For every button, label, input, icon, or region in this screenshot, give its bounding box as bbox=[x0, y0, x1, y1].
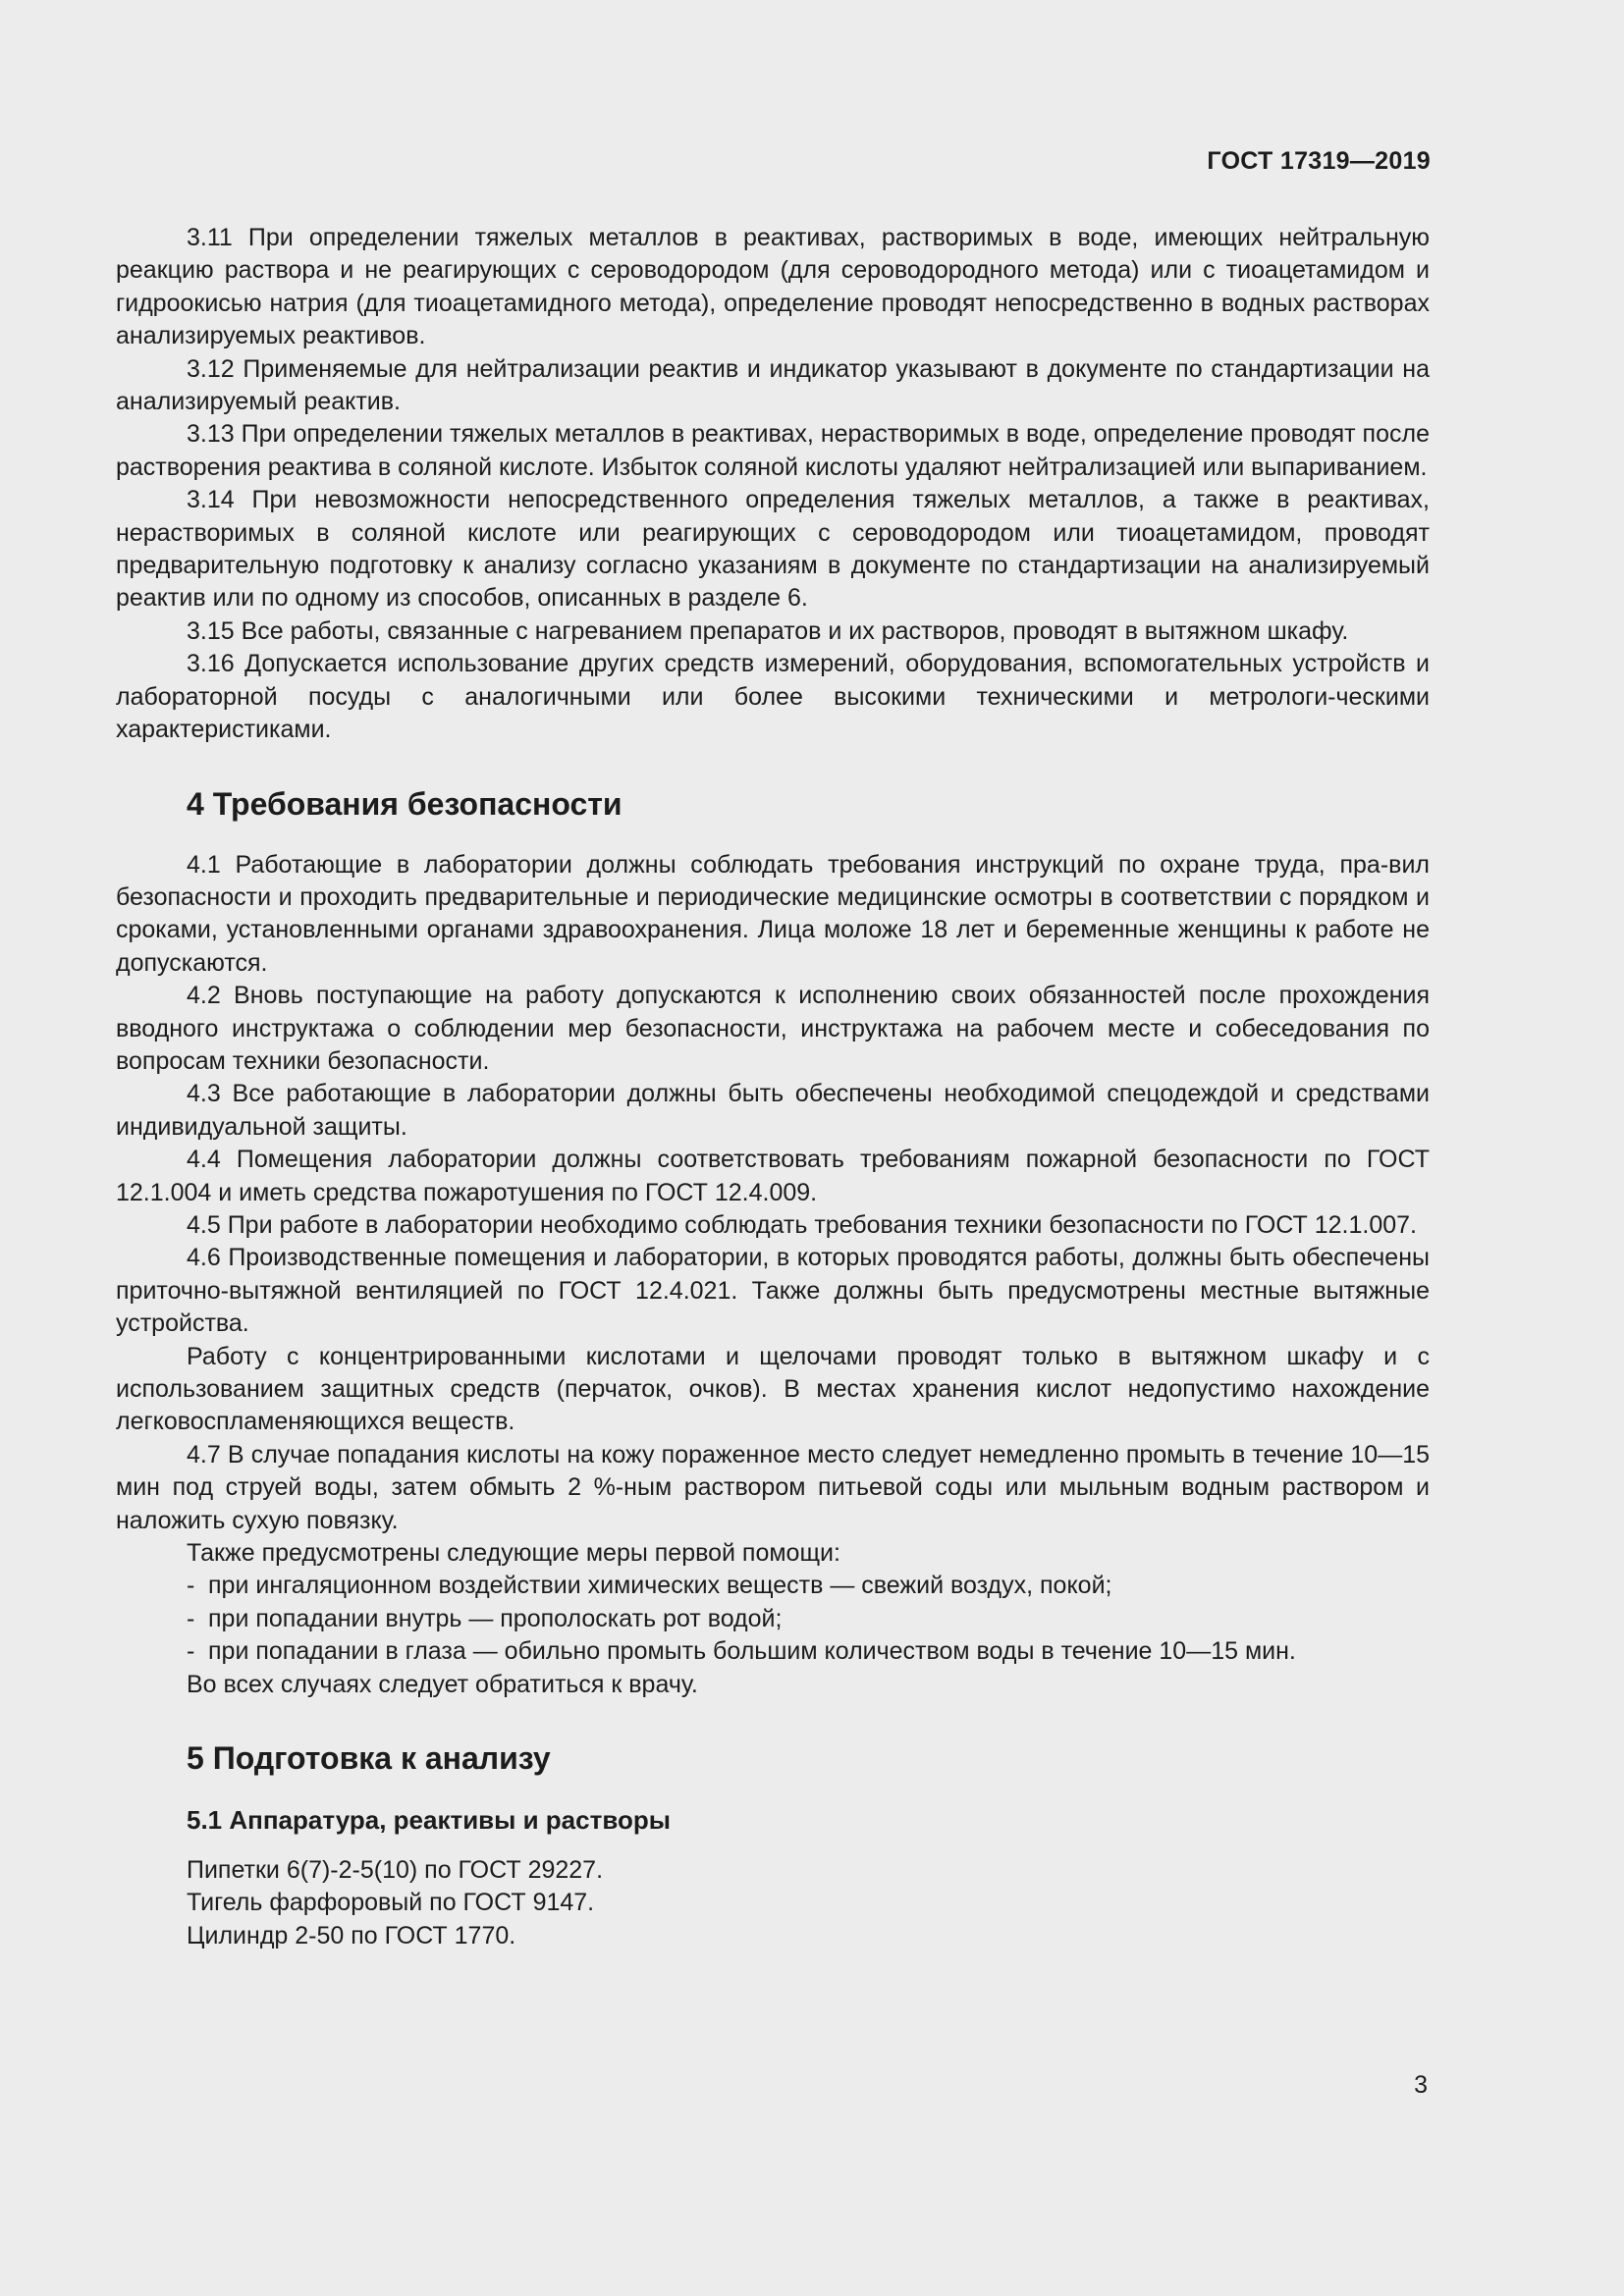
paragraph-3-16: 3.16 Допускается использование других средств измерений, оборудования, вспомогательных устройств и лабораторной посуды с аналогичными или более высокими техническими и метрологи-ческими характеристиками. bbox=[116, 650, 1430, 744]
paragraph-4-6: 4.6 Производственные помещения и лаборатории, в которых проводятся работы, должны быть обеспечены приточно-вытяжной вентиляцией по ГОСТ 12.4.021. Также должны быть предусмотрены местные вытяжные устройства. bbox=[116, 1244, 1430, 1338]
list-item: - при ингаляционном воздействии химических веществ — свежий воздух, покой; bbox=[187, 1572, 1112, 1600]
paragraph-3-14: 3.14 При невозможности непосредственного определения тяжелых металлов, а также в реактивах, нерастворимых в соляной кислоте или реагирующих с сероводородом или тиоацетамидом, проводят предварительную подготовку к анализу согласно указаниям в документе по стандартизации на анализируемый реактив или по одному из способов, описанных в разделе 6. bbox=[116, 486, 1430, 613]
subsection-5-1-heading: 5.1 Аппаратура, реактивы и растворы bbox=[187, 1805, 671, 1836]
paragraph-closing: Во всех случаях следует обратиться к врачу. bbox=[187, 1670, 698, 1698]
equipment-item: Тигель фарфоровый по ГОСТ 9147. bbox=[187, 1889, 595, 1917]
paragraph-3-15: 3.15 Все работы, связанные с нагреванием препаратов и их растворов, проводят в вытяжном шкафу. bbox=[187, 616, 1349, 645]
paragraph-4-1: 4.1 Работающие в лаборатории должны соблюдать требования инструкций по охране труда, пра-вил безопасности и проходить предварительные и периодические медицинские осмотры в соответствии с порядком и сроками, установленными органами здравоохранения. Лица моложе 18 лет и беременные женщины к работе не допускаются. bbox=[116, 850, 1430, 977]
paragraph-4-2: 4.2 Вновь поступающие на работу допускаются к исполнению своих обязанностей после прохождения вводного инструктажа о соблюдении мер безопасности, инструктажа на рабочем месте и собеседования по вопросам техники безопасности. bbox=[116, 982, 1430, 1075]
section-5-heading: 5 Подготовка к анализу bbox=[187, 1740, 551, 1777]
section-4-heading: 4 Требования безопасности bbox=[187, 785, 623, 822]
list-item: - при попадании в глаза — обильно промыть большим количеством воды в течение 10—15 мин. bbox=[187, 1637, 1296, 1666]
paragraph-4-6-acids: Работу с концентрированными кислотами и щелочами проводят только в вытяжном шкафу и с использованием защитных средств (перчаток, очков). В местах хранения кислот недопустимо нахождение легковоспламеняющихся веществ. bbox=[116, 1342, 1430, 1436]
paragraph-3-13: 3.13 При определении тяжелых металлов в реактивах, нерастворимых в воде, определение проводят после растворения реактива в соляной кислоте. Избыток соляной кислоты удаляют нейтрализацией или выпариванием. bbox=[116, 420, 1430, 481]
paragraph-4-4: 4.4 Помещения лаборатории должны соответствовать требованиям пожарной безопасности по ГОСТ 12.1.004 и иметь средства пожаротушения по ГОСТ 12.4.009. bbox=[116, 1146, 1430, 1206]
equipment-item: Пипетки 6(7)-2-5(10) по ГОСТ 29227. bbox=[187, 1856, 604, 1885]
page-number: 3 bbox=[1414, 2071, 1428, 2099]
document-body bbox=[116, 222, 1430, 1952]
paragraph-first-aid-intro: Также предусмотрены следующие меры первой помощи: bbox=[187, 1539, 840, 1568]
paragraph-4-5: 4.5 При работе в лаборатории необходимо соблюдать требования техники безопасности по ГОСТ 12.1.007. bbox=[187, 1210, 1417, 1239]
equipment-item: Цилиндр 2-50 по ГОСТ 1770. bbox=[187, 1921, 516, 1949]
paragraph-4-7: 4.7 В случае попадания кислоты на кожу пораженное место следует немедленно промыть в течение 10—15 мин под струей воды, затем обмыть 2 %-ным раствором питьевой соды или мыльным водным раствором и наложить сухую повязку. bbox=[116, 1440, 1430, 1534]
paragraph-4-3: 4.3 Все работающие в лаборатории должны быть обеспечены необходимой спецодеждой и средствами индивидуальной защиты. bbox=[116, 1080, 1430, 1141]
first-aid-list bbox=[116, 1570, 1430, 1668]
document-code-header: ГОСТ 17319—2019 bbox=[1207, 147, 1431, 175]
paragraph-3-11: 3.11 При определении тяжелых металлов в реактивах, растворимых в воде, имеющих нейтральную реакцию раствора и не реагирующих с сероводородом (для сероводородного метода) или с тиоацетамидом и гидроокисью натрия (для тиоацетамидного метода), определение проводят непосредственно в водных растворах анализируемых реактивов. bbox=[116, 224, 1430, 350]
paragraph-3-12: 3.12 Применяемые для нейтрализации реактив и индикатор указывают в документе по стандартизации на анализируемый реактив. bbox=[116, 354, 1430, 416]
list-item: - при попадании внутрь — прополоскать рот водой; bbox=[187, 1604, 783, 1632]
